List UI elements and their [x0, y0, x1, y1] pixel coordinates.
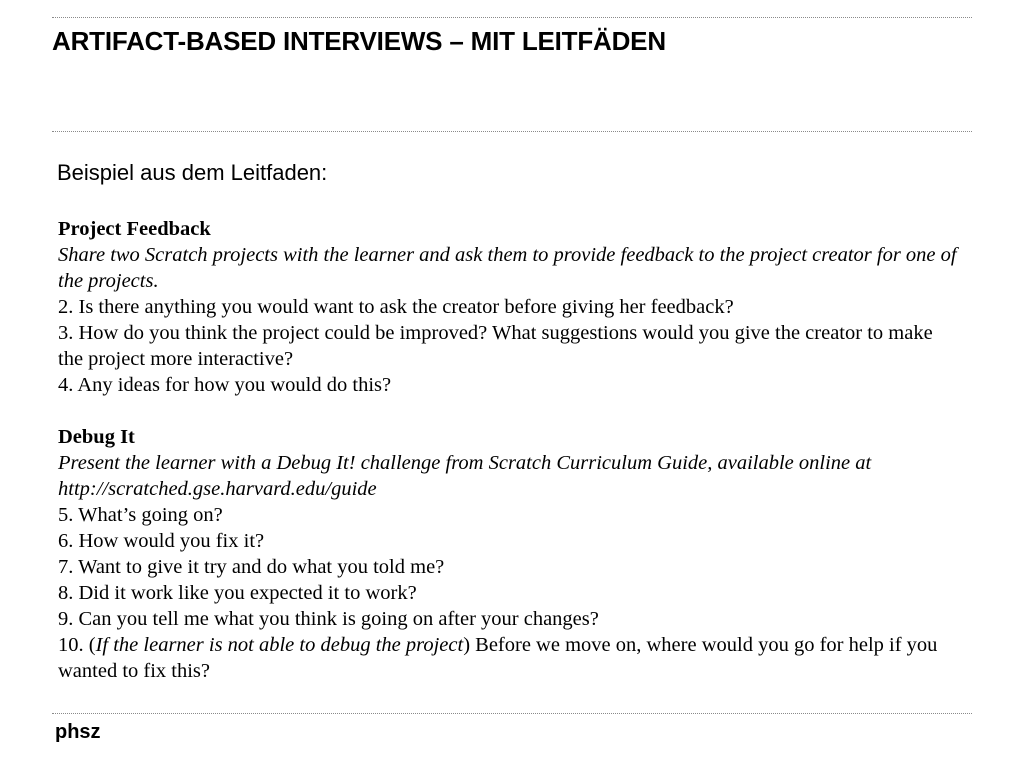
question-2: 2. Is there anything you would want to ask the creator before giving her feedback?: [58, 296, 734, 318]
question-6: 6. How would you fix it?: [58, 530, 265, 552]
top-divider: [52, 17, 972, 18]
question-7: 7. Want to give it try and do what you told me?: [58, 556, 445, 578]
slide-title: ARTIFACT-BASED INTERVIEWS – MIT LEITFÄDEN: [52, 26, 666, 56]
question-10-text: ) Before we move on, where would you go for help if you wanted to fix this?: [58, 634, 938, 682]
question-10-prefix: 10. (: [58, 634, 96, 656]
question-5: 5. What’s going on?: [58, 504, 223, 526]
section-spacer: [58, 398, 958, 424]
question-8: 8. Did it work like you expected it to work?: [58, 582, 417, 604]
question-4: 4. Any ideas for how you would do this?: [58, 374, 392, 396]
intro-text: Beispiel aus dem Leitfaden:: [57, 160, 328, 185]
question-10-condition: If the learner is not able to debug the project: [95, 634, 464, 656]
phsz-logo: phsz: [55, 721, 101, 743]
question-10: [58, 632, 958, 684]
title-divider: [52, 131, 972, 132]
footer-divider: [52, 713, 972, 714]
section-instruction-debug-it: Present the learner with a Debug It! challenge from Scratch Curriculum Guide, available online at http://scratched.gse.harvard.edu/guide: [58, 452, 872, 500]
guide-excerpt: [58, 216, 958, 684]
question-3: 3. How do you think the project could be improved? What suggestions would you give the creator to make the project more interactive?: [58, 322, 933, 370]
question-9: 9. Can you tell me what you think is going on after your changes?: [58, 608, 599, 630]
section-instruction-project-feedback: Share two Scratch projects with the learner and ask them to provide feedback to the project creator for one of the projects.: [58, 244, 957, 292]
section-heading-debug-it: Debug It: [58, 426, 135, 448]
section-heading-project-feedback: Project Feedback: [58, 218, 211, 240]
